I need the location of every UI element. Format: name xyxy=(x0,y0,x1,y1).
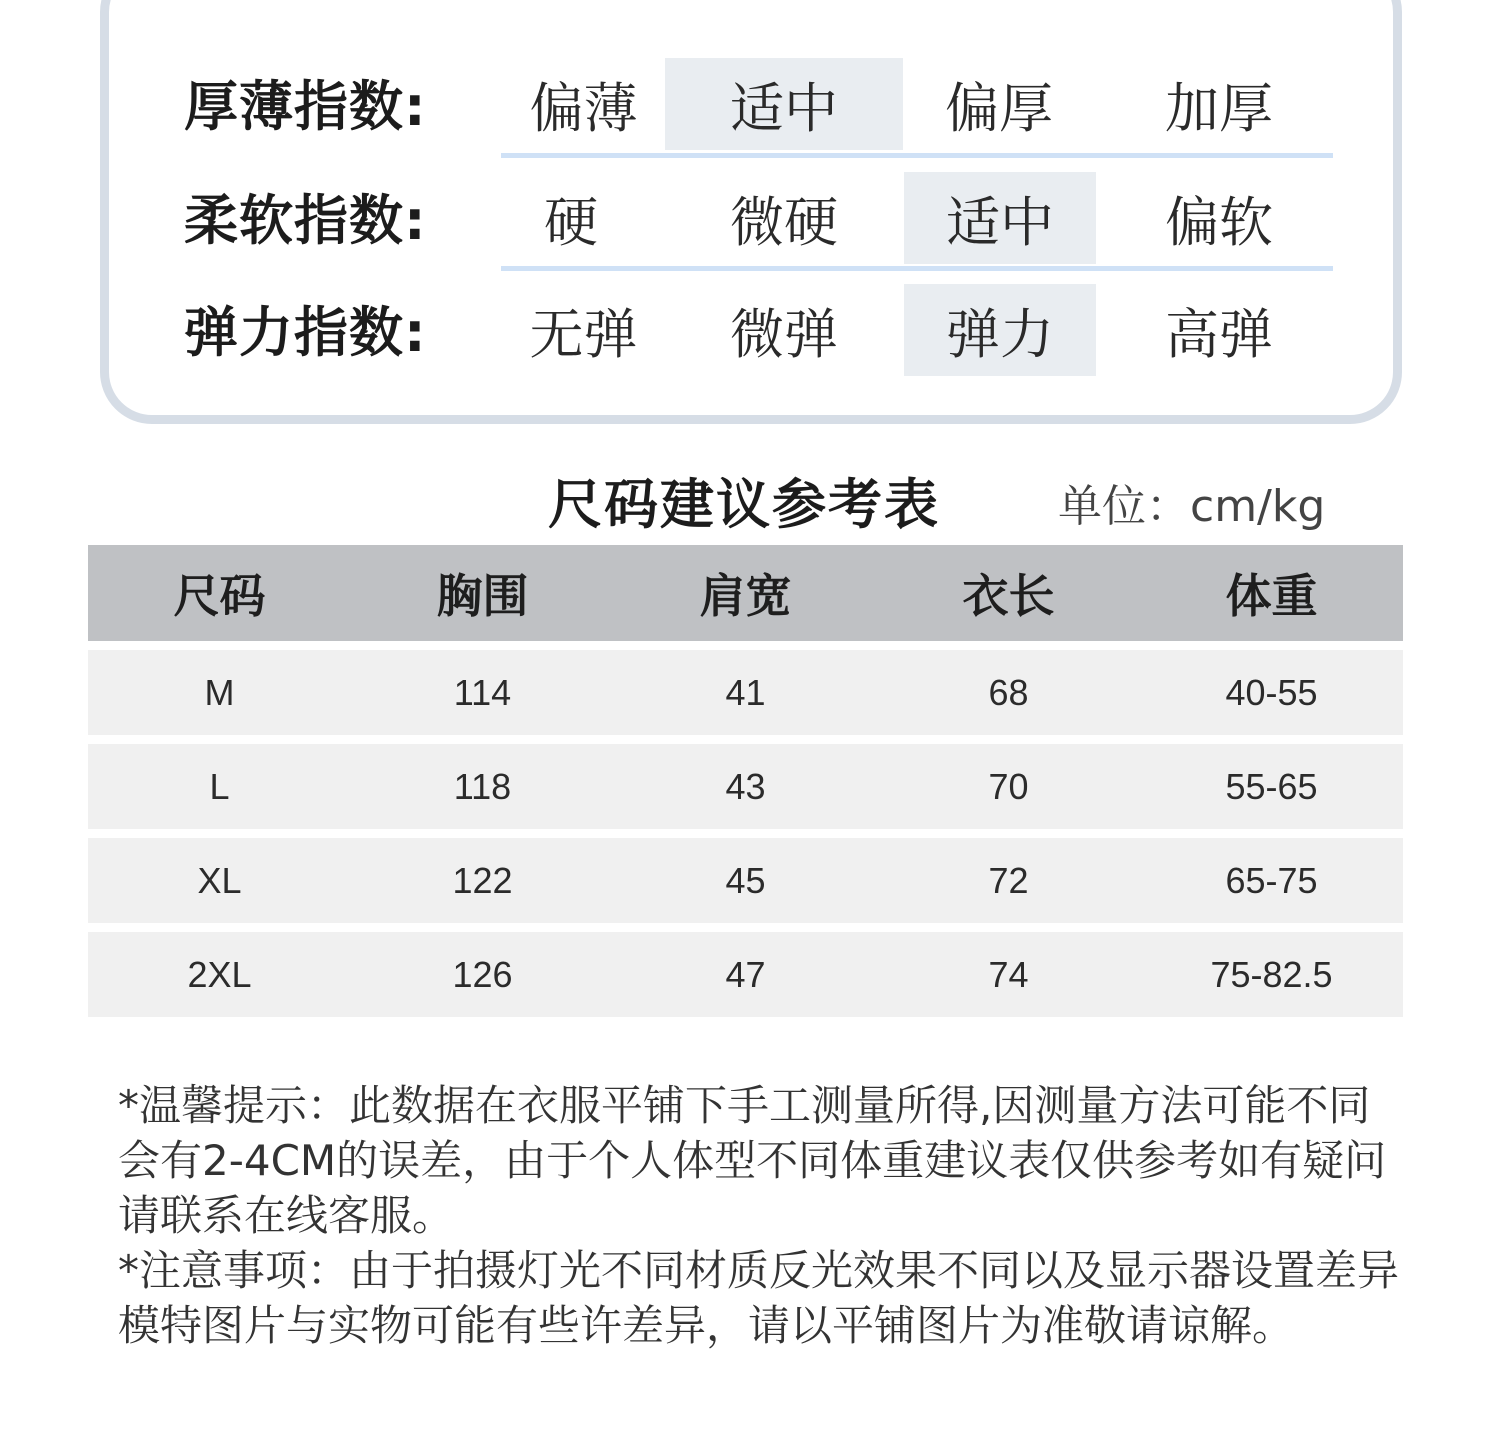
table-row xyxy=(88,650,1403,735)
table-header-cell: 衣长 xyxy=(962,569,1055,623)
table-cell: 2XL xyxy=(187,953,252,995)
attr-label-thickness: 厚薄指数: xyxy=(184,74,427,138)
table-cell: 72 xyxy=(988,859,1029,901)
attr-option: 偏薄 xyxy=(529,76,638,140)
table-cell: 114 xyxy=(453,671,512,713)
size-chart-unit: 单位：cm/kg xyxy=(1058,481,1326,532)
attr-divider xyxy=(501,153,1333,158)
table-cell: 45 xyxy=(725,859,766,901)
fabric-attributes-card xyxy=(100,0,1402,424)
table-cell: 70 xyxy=(988,765,1029,807)
attr-row-softness xyxy=(109,166,1393,266)
table-header-cell: 尺码 xyxy=(173,569,266,623)
table-cell: 126 xyxy=(452,953,513,995)
attr-label-softness: 柔软指数: xyxy=(184,188,427,252)
notes-section xyxy=(118,1078,1408,1353)
table-cell: M xyxy=(204,671,235,713)
table-cell: 55-65 xyxy=(1225,765,1318,807)
table-cell: 118 xyxy=(453,765,512,807)
table-cell: 68 xyxy=(988,671,1029,713)
attr-option: 高弹 xyxy=(1165,302,1273,366)
attr-row-thickness xyxy=(109,52,1393,152)
table-cell: 41 xyxy=(725,671,766,713)
table-header-cell: 体重 xyxy=(1225,569,1318,623)
attr-option: 加厚 xyxy=(1165,76,1273,140)
attr-divider xyxy=(501,266,1333,271)
table-cell: L xyxy=(209,765,230,807)
table-header-row xyxy=(88,545,1403,641)
attr-option: 偏厚 xyxy=(945,76,1053,140)
table-cell: XL xyxy=(197,859,242,901)
table-header-cell: 肩宽 xyxy=(699,569,792,623)
table-header-cell: 胸围 xyxy=(436,569,529,623)
attr-row-elasticity xyxy=(109,278,1393,378)
attr-option: 偏软 xyxy=(1165,190,1273,254)
tip-note: *温馨提示：此数据在衣服平铺下手工测量所得,因测量方法可能不同会有2-4CM的误差，由于个人体型不同体重建议表仅供参考如有疑问请联系在线客服。 xyxy=(118,1081,1387,1240)
attr-option: 无弹 xyxy=(529,302,638,366)
table-cell: 65-75 xyxy=(1225,859,1318,901)
attr-option: 微硬 xyxy=(730,190,838,254)
attr-option: 微弹 xyxy=(730,302,838,366)
table-row xyxy=(88,744,1403,829)
attr-option: 硬 xyxy=(544,190,598,254)
table-cell: 43 xyxy=(725,765,766,807)
table-cell: 40-55 xyxy=(1225,671,1318,713)
attr-option-selected: 弹力 xyxy=(904,284,1096,376)
table-cell: 75-82.5 xyxy=(1210,953,1333,995)
size-chart-title: 尺码建议参考表 xyxy=(548,473,940,536)
caution-note: *注意事项：由于拍摄灯光不同材质反光效果不同以及显示器设置差异模特图片与实物可能有些许差异，请以平铺图片为准敬请谅解。 xyxy=(118,1246,1400,1350)
size-table xyxy=(88,545,1403,1017)
attr-option-selected: 适中 xyxy=(904,172,1096,264)
table-row xyxy=(88,932,1403,1017)
table-cell: 47 xyxy=(725,953,766,995)
table-row xyxy=(88,838,1403,923)
table-cell: 122 xyxy=(452,859,513,901)
attr-option-selected: 适中 xyxy=(665,58,903,150)
table-cell: 74 xyxy=(988,953,1029,995)
attr-label-elasticity: 弹力指数: xyxy=(184,300,427,364)
